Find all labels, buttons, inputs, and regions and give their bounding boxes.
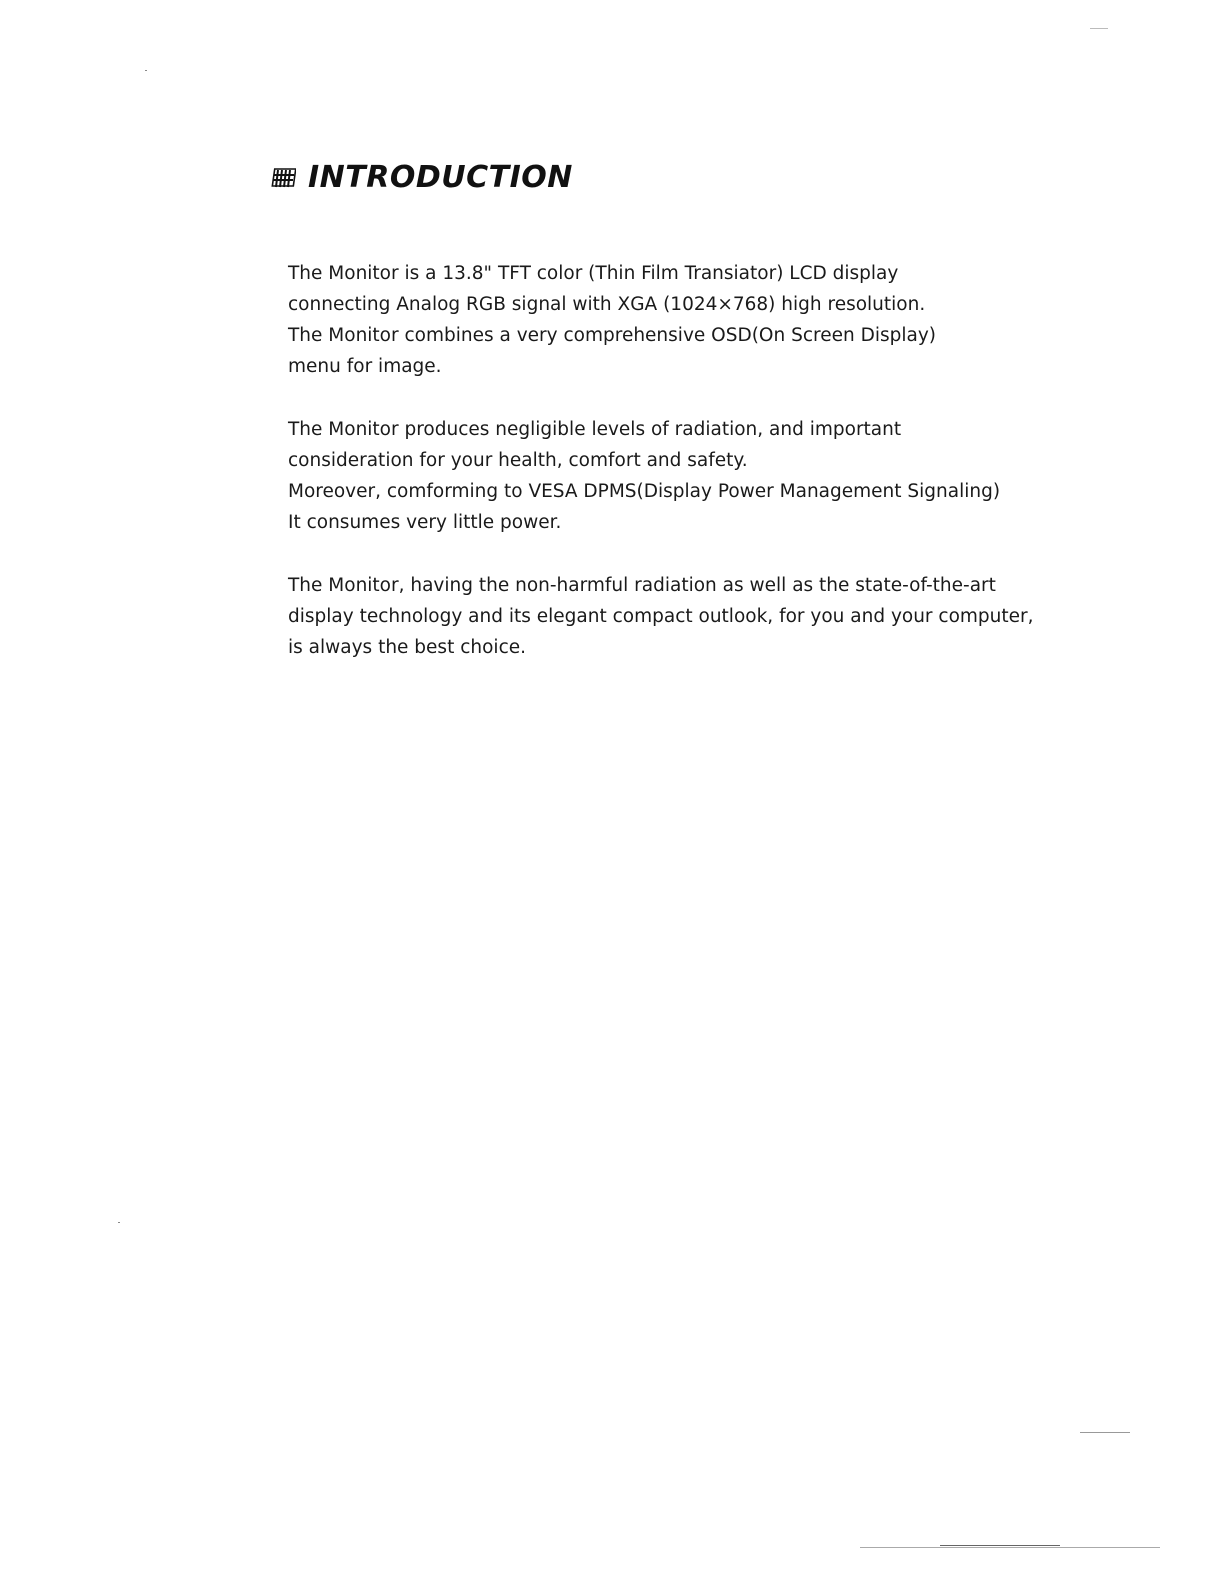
text-line: The Monitor combines a very comprehensive OSD(On Screen Display) [288, 325, 936, 346]
scan-speck [118, 1222, 120, 1223]
text-line: connecting Analog RGB signal with XGA (1024×768) high resolution. [288, 294, 926, 315]
text-line: display technology and its elegant compact outlook, for you and your computer, [288, 606, 1034, 627]
text-line: The Monitor, having the non-harmful radiation as well as the state-of-the-art [288, 575, 996, 596]
scan-speck [145, 70, 147, 71]
scan-speck [940, 1545, 1060, 1546]
text-line: The Monitor is a 13.8" TFT color (Thin Film Transiator) LCD display [288, 263, 899, 284]
section-marker-icon [270, 167, 296, 189]
text-line: It consumes very little power. [288, 512, 562, 533]
paragraph-3 [288, 570, 1048, 663]
text-line: The Monitor produces negligible levels of radiation, and important [288, 419, 902, 440]
text-line: menu for image. [288, 356, 442, 377]
scan-speck [1080, 1432, 1130, 1433]
text-line: Moreover, comforming to VESA DPMS(Display Power Management Signaling) [288, 481, 1001, 502]
scan-speck [1090, 28, 1108, 29]
section-heading [270, 160, 573, 195]
text-line: is always the best choice. [288, 637, 526, 658]
body-text [288, 258, 1048, 695]
paragraph-1 [288, 258, 1048, 382]
paragraph-2 [288, 414, 1048, 538]
text-line: consideration for your health, comfort and safety. [288, 450, 748, 471]
page-title: INTRODUCTION [308, 160, 573, 195]
scan-speck [860, 1547, 1160, 1548]
